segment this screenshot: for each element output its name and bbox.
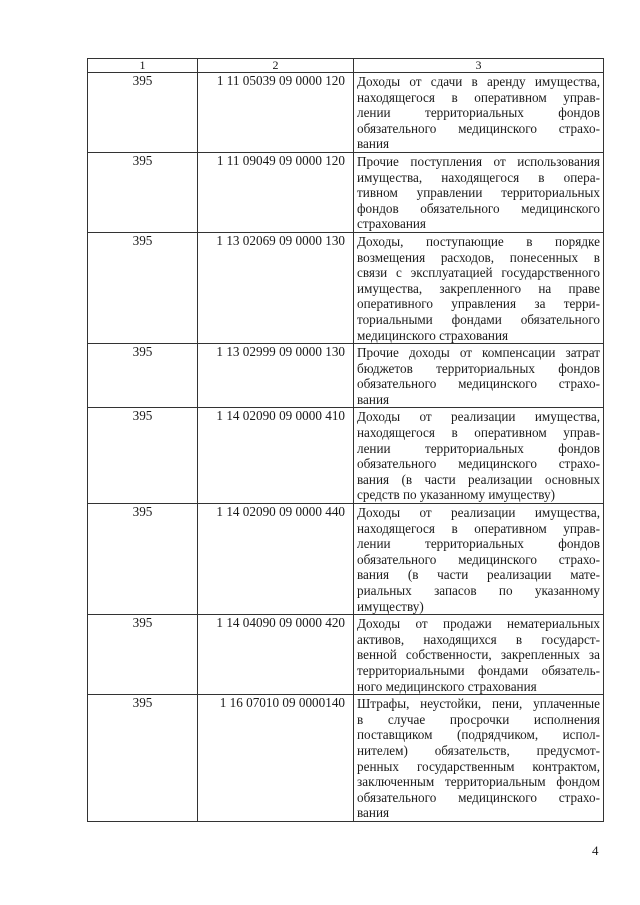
description-line: связи с эксплуатацией государственного (357, 265, 600, 281)
description-line: ренных государственным контрактом, (357, 758, 600, 774)
description-line: в случае просрочки исполнения (357, 711, 600, 727)
description-line: страхования (357, 216, 426, 232)
description-line: имущества, находящегося в опера- (357, 169, 600, 185)
description-line: венной собственности, закрепленных за (357, 647, 600, 663)
description-line: Прочие доходы от компенсации затрат (357, 345, 600, 361)
description-line: находящегося в оперативном управ- (357, 520, 600, 536)
admin-code-cell: 395 (88, 695, 198, 822)
description-line: обязательного медицинского страхо- (357, 456, 600, 472)
classification-code-cell: 1 14 02090 09 0000 440 (198, 504, 354, 615)
description-line: поставщиком (подрядчиком, испол- (357, 727, 600, 743)
income-codes-table (87, 58, 604, 822)
table-header-row (88, 59, 604, 73)
admin-code-cell: 395 (88, 504, 198, 615)
description-line: обязательного медицинского страхо- (357, 551, 600, 567)
description-cell (354, 73, 604, 153)
table-row (88, 615, 604, 695)
description-cell (354, 344, 604, 408)
description-line: обязательного медицинского страхо- (357, 789, 600, 805)
description-line: заключенным территориальным фондом (357, 774, 600, 790)
description-cell (354, 504, 604, 615)
description-line: находящегося в оперативном управ- (357, 425, 600, 441)
table-row (88, 408, 604, 504)
classification-code-cell: 1 11 05039 09 0000 120 (198, 73, 354, 153)
page-number: 4 (592, 843, 599, 858)
description-cell (354, 695, 604, 822)
description-line: вания (357, 136, 390, 152)
description-line: вания (в части реализации основных (357, 471, 600, 487)
description-line: Прочие поступления от использования (357, 153, 600, 169)
description-line: лении территориальных фондов (357, 440, 600, 456)
description-line: оперативного управления за терри- (357, 296, 600, 312)
table-row (88, 232, 604, 343)
table-row (88, 504, 604, 615)
description-cell (354, 615, 604, 695)
description-line: имуществу) (357, 598, 424, 614)
description-line: Доходы от продажи нематериальных (357, 616, 600, 632)
description-line: возмещения расходов, понесенных в (357, 249, 600, 265)
admin-code-cell: 395 (88, 232, 198, 343)
description-line: ториальными фондами обязательного (357, 311, 600, 327)
header-col-1: 1 (88, 59, 198, 73)
description-line: Доходы от реализации имущества, (357, 505, 600, 521)
description-line: Доходы от сдачи в аренду имущества, (357, 74, 600, 89)
admin-code-cell: 395 (88, 615, 198, 695)
table-row (88, 695, 604, 822)
description-line: обязательного медицинского страхо- (357, 376, 600, 392)
description-line: фондов обязательного медицинского (357, 200, 600, 216)
classification-code-cell: 1 13 02069 09 0000 130 (198, 232, 354, 343)
description-line: Доходы, поступающие в порядке (357, 233, 600, 249)
classification-code-cell: 1 16 07010 09 0000140 (198, 695, 354, 822)
table-row (88, 73, 604, 153)
classification-code-cell: 1 11 09049 09 0000 120 (198, 152, 354, 232)
description-line: Доходы от реализации имущества, (357, 409, 600, 425)
description-cell (354, 232, 604, 343)
admin-code-cell: 395 (88, 152, 198, 232)
admin-code-cell: 395 (88, 344, 198, 408)
description-line: вания (357, 805, 390, 821)
admin-code-cell: 395 (88, 73, 198, 153)
description-line: тивном управлении территориальных (357, 185, 600, 201)
description-line: активов, находящихся в государст- (357, 631, 600, 647)
description-line: ного медицинского страхования (357, 678, 537, 694)
description-line: Штрафы, неустойки, пени, уплаченные (357, 696, 600, 712)
description-line: лении территориальных фондов (357, 536, 600, 552)
classification-code-cell: 1 14 02090 09 0000 410 (198, 408, 354, 504)
classification-code-cell: 1 14 04090 09 0000 420 (198, 615, 354, 695)
description-line: вания (357, 391, 390, 407)
description-line: лении территориальных фондов (357, 105, 600, 121)
description-line: нителем) обязательств, предусмот- (357, 742, 600, 758)
table-row (88, 344, 604, 408)
description-line: риальных запасов по указанному (357, 583, 600, 598)
description-line: бюджетов территориальных фондов (357, 360, 600, 376)
description-line: территориальными фондами обязатель- (357, 662, 600, 678)
table-row (88, 152, 604, 232)
header-col-3: 3 (354, 59, 604, 73)
admin-code-cell: 395 (88, 408, 198, 504)
header-col-2: 2 (198, 59, 354, 73)
description-line: обязательного медицинского страхо- (357, 120, 600, 136)
description-line: медицинского страхования (357, 327, 509, 343)
description-line: вания (в части реализации мате- (357, 567, 600, 583)
description-cell (354, 408, 604, 504)
classification-code-cell: 1 13 02999 09 0000 130 (198, 344, 354, 408)
description-line: находящегося в оперативном управ- (357, 89, 600, 105)
description-line: имущества, закрепленного на праве (357, 280, 600, 296)
description-line: средств по указанному имуществу) (357, 487, 556, 503)
description-cell (354, 152, 604, 232)
